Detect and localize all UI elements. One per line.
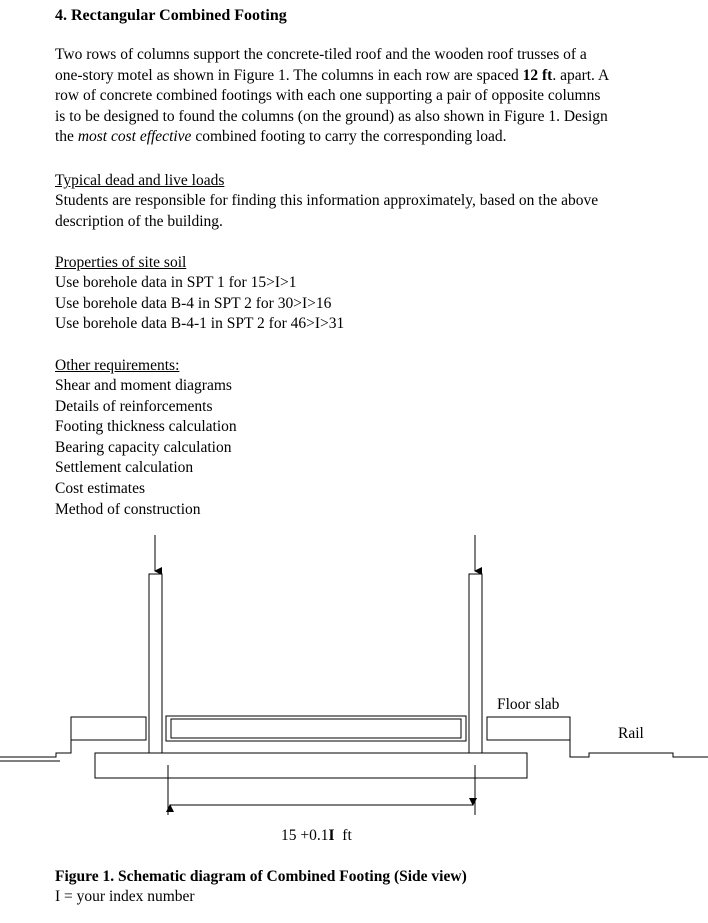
soil-list	[55, 273, 344, 335]
paragraph-line-1: Two rows of columns support the concrete-tiled roof and the wooden roof trusses of a	[55, 46, 587, 63]
soil-heading: Properties of site soil	[55, 254, 187, 271]
requirement-item: Shear and moment diagrams	[55, 377, 232, 394]
slab-left	[71, 717, 146, 740]
requirement-item: Footing thickness calculation	[55, 418, 237, 436]
column-right	[469, 574, 482, 754]
slab-middle-inner	[171, 719, 461, 738]
column-left	[149, 574, 162, 754]
requirement-item: Method of construction	[55, 500, 201, 518]
index-note: I = your index number	[55, 888, 195, 905]
paragraph-line-3: row of concrete combined footings with each one supporting a pair of opposite columns	[55, 87, 601, 105]
dimension-label: 15 +0.1I ft	[281, 827, 352, 844]
ground-line-left	[0, 740, 71, 757]
requirement-item: Cost estimates	[55, 479, 145, 497]
loads-heading: Typical dead and live loads	[55, 172, 225, 189]
figure-caption: Figure 1. Schematic diagram of Combined Footing (Side view)	[55, 868, 467, 885]
combined-footing	[95, 753, 527, 778]
section-heading: 4. Rectangular Combined Footing	[55, 7, 287, 24]
floor-slab-label: Floor slab	[497, 696, 560, 713]
paragraph-line-5: the most cost effective combined footing to carry the corresponding load.	[55, 128, 507, 146]
soil-item: Use borehole data in SPT 1 for 15>I>1	[55, 274, 297, 291]
requirement-item: Settlement calculation	[55, 459, 194, 477]
problem-description	[55, 45, 609, 148]
requirements-heading: Other requirements:	[55, 357, 180, 374]
requirements-list	[55, 376, 237, 520]
column-spacing: 12 ft	[522, 66, 553, 84]
paragraph-line-2: one-story motel as shown in Figure 1. The columns in each row are spaced 12 ft. apart. A	[55, 66, 610, 84]
soil-item: Use borehole data B-4 in SPT 2 for 30>I>16	[55, 294, 332, 312]
soil-item: Use borehole data B-4-1 in SPT 2 for 46>I>31	[55, 315, 345, 333]
requirement-item: Details of reinforcements	[55, 397, 213, 415]
requirement-item: Bearing capacity calculation	[55, 438, 232, 456]
rail-label: Rail	[618, 725, 644, 742]
loads-line: description of the building.	[55, 212, 223, 230]
paragraph-line-4: is to be designed to found the columns (on the ground) as also shown in Figure 1. Design	[55, 107, 608, 125]
loads-text	[55, 191, 598, 232]
ground-line-right	[570, 740, 708, 757]
emphasis-text: most cost effective	[77, 128, 192, 146]
footing-diagram	[0, 525, 708, 860]
loads-line: Students are responsible for finding this information approximately, based on the above	[55, 192, 599, 209]
floor-slab	[487, 717, 570, 740]
